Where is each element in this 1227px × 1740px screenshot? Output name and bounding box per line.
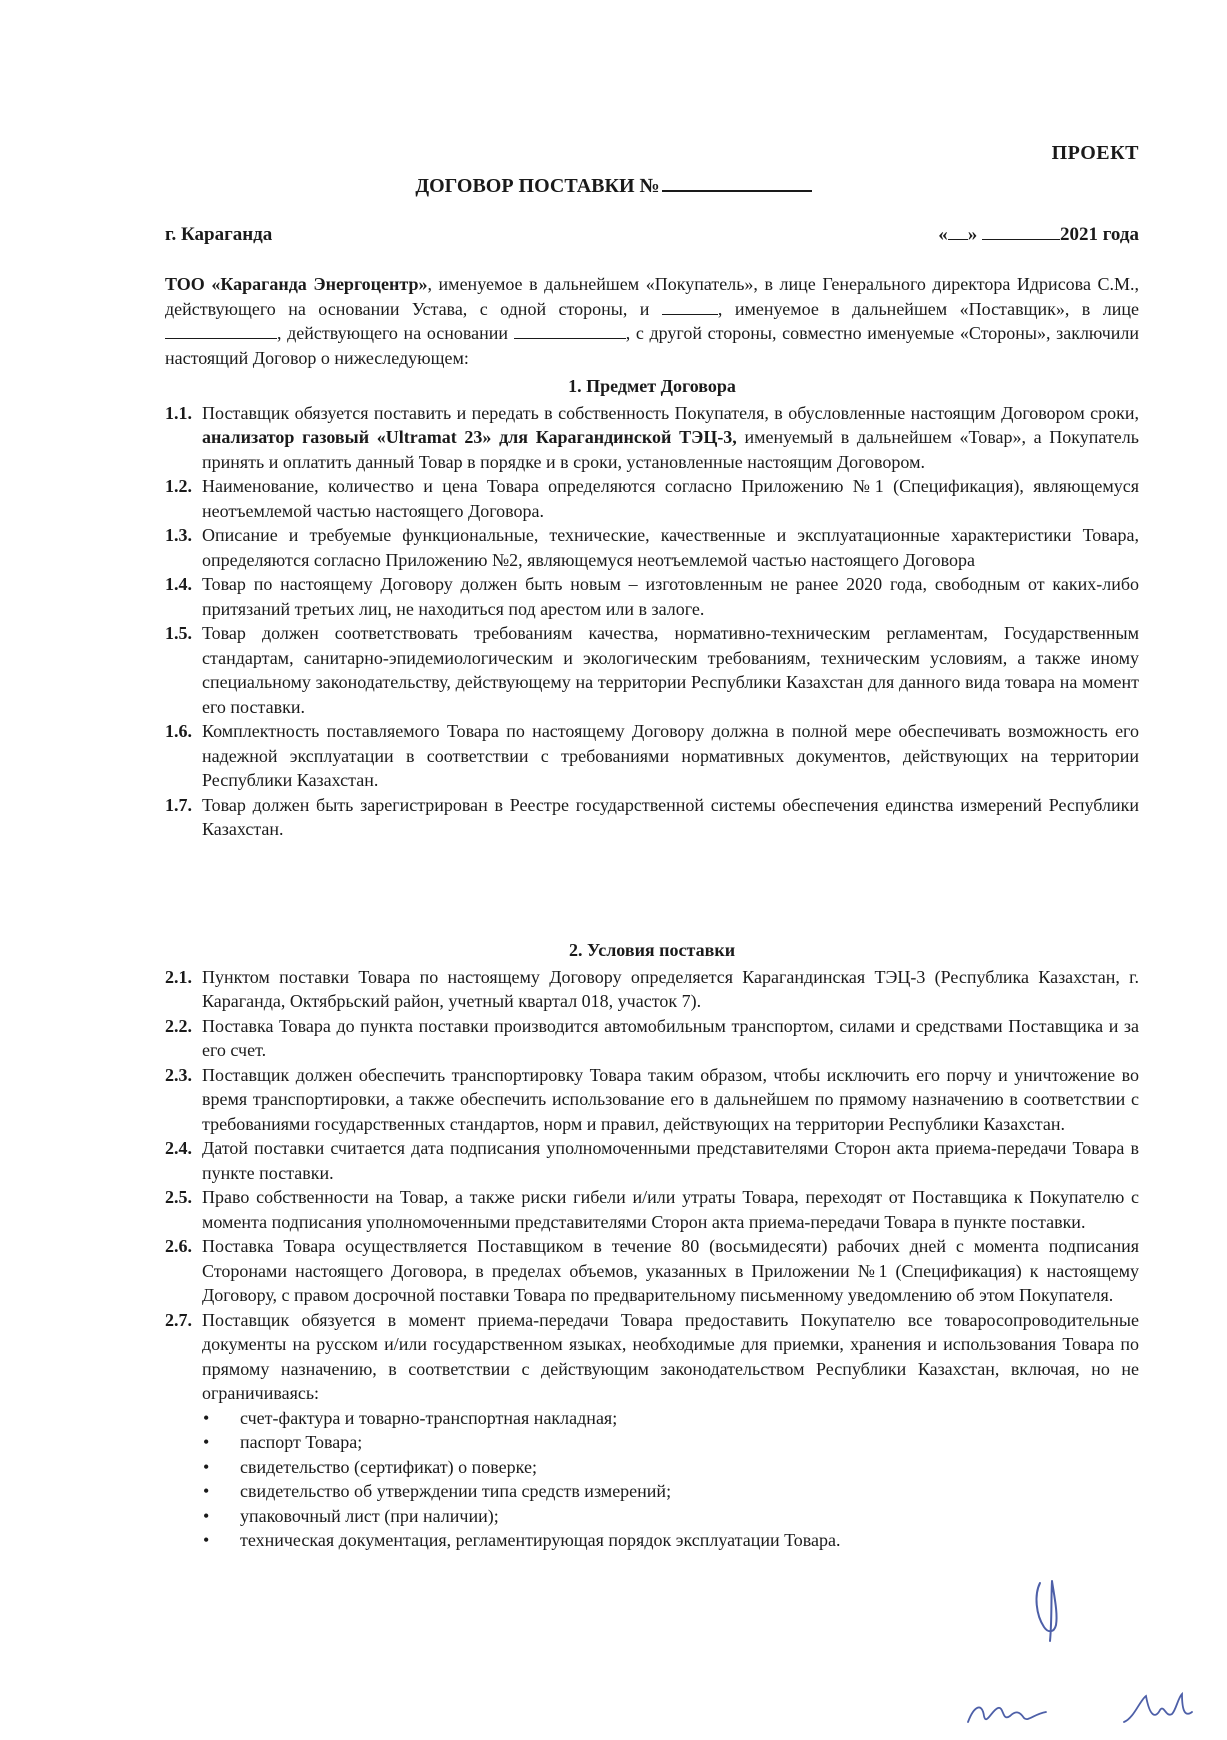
clause-text: Пунктом поставки Товара по настоящему Договору определяется Карагандинская ТЭЦ-3 (Республика Казахстан, г. Караганда, Октябрьский район, учетный квартал 018, участок 7). (202, 966, 1139, 1011)
city-label: г. Караганда (165, 224, 273, 245)
clause-2-6 (165, 1234, 1139, 1308)
clause-number: 2.1. (165, 966, 192, 987)
clause-number: 1.1. (165, 402, 192, 423)
clause-2-7 (165, 1308, 1139, 1406)
year-text: 2021 года (1060, 224, 1139, 245)
clause-2-3 (165, 1063, 1139, 1137)
clause-1-4 (165, 572, 1139, 621)
documents-list (165, 1406, 1139, 1553)
supplier-rep-blank (165, 324, 277, 339)
clause-2-5 (165, 1185, 1139, 1234)
clause-number: 2.6. (165, 1236, 192, 1256)
clause-text: Датой поставки считается дата подписания уполномоченными представителями Сторон акта приема-передачи Товара в пункте поставки. (202, 1138, 1139, 1183)
clause-text: Поставщик обязуется в момент приема-передачи Товара предоставить Покупателю все товаросопроводительные документы на русском и/или государственном языках, необходимые для приемки, хранения и использования Товара по прямому назначению, в соответствии с действующим законодательством Республики Казахстан, включая, но не ограничиваясь: (202, 1309, 1139, 1403)
date-close-quote: » (967, 224, 978, 245)
clause-1-5 (165, 621, 1139, 719)
date-line (938, 224, 1139, 246)
clause-text: Описание и требуемые функциональные, технические, качественные и эксплуатационные характеристики Товара, определяются согласно Приложению №2, являющемуся неотъемлемой частью настоящего Договора (202, 525, 1139, 570)
intro-text-3: , действующего на основании (277, 323, 514, 343)
clause-number: 2.4. (165, 1138, 192, 1158)
contract-number-blank (662, 172, 812, 192)
buyer-name: ТОО «Караганда Энергоцентр» (165, 274, 428, 294)
document-meta (165, 224, 1139, 250)
clause-text: Поставка Товара до пункта поставки производится автомобильным транспортом, силами и средствами Поставщика и за его счет. (202, 1015, 1139, 1060)
clause-1-7 (165, 793, 1139, 842)
clause-text: Товар должен быть зарегистрирован в Реестре государственной системы обеспечения единства измерений Республики Казахстан. (202, 794, 1139, 839)
clause-text: именуемый в дальнейшем «Товар», а Покупатель принять и оплатить данный Товар в порядке и в сроки, установленные настоящим Договором. (202, 427, 1139, 472)
clause-text: Товар должен соответствовать требованиям качества, нормативно-техническим регламентам, Государственным стандартам, санитарно-эпидемиологическим и экологическим требованиям, техническим условиям, а также иному специальному законодательству, действующему на территории Республики Казахстан для данного вида товара на момент его поставки. (202, 623, 1139, 717)
signature-mark-right (1120, 1688, 1200, 1732)
clause-number: 1.6. (165, 721, 192, 741)
clause-number: 2.7. (165, 1309, 192, 1330)
clause-number: 2.3. (165, 1064, 192, 1085)
clause-text: Право собственности на Товар, а также риски гибели и/или утраты Товара, переходят от Поставщика к Покупателю с момента подписания уполномоченными представителями Сторон акта приема-передачи Товара в пункте поставки. (202, 1187, 1139, 1232)
clause-2-4 (165, 1136, 1139, 1185)
clause-1-3 (165, 523, 1139, 572)
clause-text: Комплектность поставляемого Товара по настоящему Договору должна в полной мере обеспечивать возможность его надежной эксплуатации в соответствии с требованиями нормативных документов, действующих на территории Республики Казахстан. (202, 721, 1139, 790)
clause-text: Товар по настоящему Договору должен быть новым – изготовленным не ранее 2020 года, свободным от каких-либо притязаний третьих лиц, не находиться под арестом или в залоге. (202, 574, 1139, 619)
section-2 (165, 938, 1139, 1553)
clause-number: 2.2. (165, 1015, 192, 1036)
draft-label: ПРОЕКТ (1051, 142, 1139, 164)
clause-number: 1.2. (165, 476, 192, 496)
clause-text: Поставщик должен обеспечить транспортировку Товара таким образом, чтобы исключить его порчу и уничтожение во время транспортировки, а также обеспечить использование его в дальнейшем по прямому назначению в соответствии с требованиями государственных стандартов, норм и правил, действующих на территории Республики Казахстан. (202, 1064, 1139, 1134)
month-blank (982, 225, 1060, 240)
list-item: • счет-фактура и товарно-транспортная накладная; (165, 1406, 1139, 1431)
clause-text: Поставка Товара осуществляется Поставщиком в течение 80 (восьмидесяти) рабочих дней с момента подписания Сторонами настоящего Договора, в пределах объемов, указанных в Приложении №1 (Спецификация) к настоящему Договору, с правом досрочной поставки Товара по предварительному письменному уведомлению об этом Покупателя. (202, 1236, 1139, 1305)
clause-2-2 (165, 1014, 1139, 1063)
list-item: • упаковочный лист (при наличии); (165, 1504, 1139, 1529)
document-title (0, 172, 1227, 198)
date-open-quote: « (938, 224, 948, 245)
list-item: • свидетельство (сертификат) о поверке; (165, 1455, 1139, 1480)
list-item: • свидетельство об утверждении типа средств измерений; (165, 1479, 1139, 1504)
clause-number: 1.4. (165, 574, 192, 594)
initials-signature-mark (1030, 1575, 1070, 1645)
clause-1-2 (165, 474, 1139, 523)
intro-paragraph (165, 272, 1139, 370)
title-text: ДОГОВОР ПОСТАВКИ № (415, 175, 660, 197)
clause-number: 1.3. (165, 525, 192, 545)
day-blank (948, 225, 968, 240)
clause-text: Поставщик обязуется поставить и передать в собственность Покупателя, в обусловленные настоящим Договором сроки, (202, 402, 1139, 423)
section-1 (165, 374, 1139, 842)
clause-1-6 (165, 719, 1139, 793)
intro-text-1: , именуемое в дальнейшем «Покупатель», в лице Генерального директора Идрисова С.М., действующего на основании Устава, с одной стороны, и (165, 274, 1140, 319)
clause-number: 2.5. (165, 1187, 192, 1207)
intro-text-4: , с другой стороны, совместно именуемые «Стороны», заключили настоящий Договор о нижеследующем: (165, 323, 1139, 368)
goods-name: анализатор газовый «Ultramat 23» для Карагандинской ТЭЦ-3, (202, 427, 737, 447)
supplier-name-blank (662, 300, 718, 315)
clause-number: 1.7. (165, 794, 192, 815)
section-1-heading: 1. Предмет Договора (568, 376, 736, 396)
signature-mark-left (962, 1692, 1052, 1732)
list-item: • паспорт Товара; (165, 1430, 1139, 1455)
intro-text-2: , именуемое в дальнейшем «Поставщик», в лице (717, 298, 1139, 319)
clause-2-1 (165, 965, 1139, 1014)
section-2-heading: 2. Условия поставки (568, 940, 736, 960)
supplier-basis-blank (514, 324, 626, 339)
clause-1-1 (165, 401, 1139, 475)
clause-number: 1.5. (165, 623, 192, 643)
list-item: • техническая документация, регламентирующая порядок эксплуатации Товара. (165, 1528, 1139, 1553)
clause-text: Наименование, количество и цена Товара определяются согласно Приложению №1 (Спецификация), являющемуся неотъемлемой частью настоящего Договора. (202, 476, 1139, 521)
